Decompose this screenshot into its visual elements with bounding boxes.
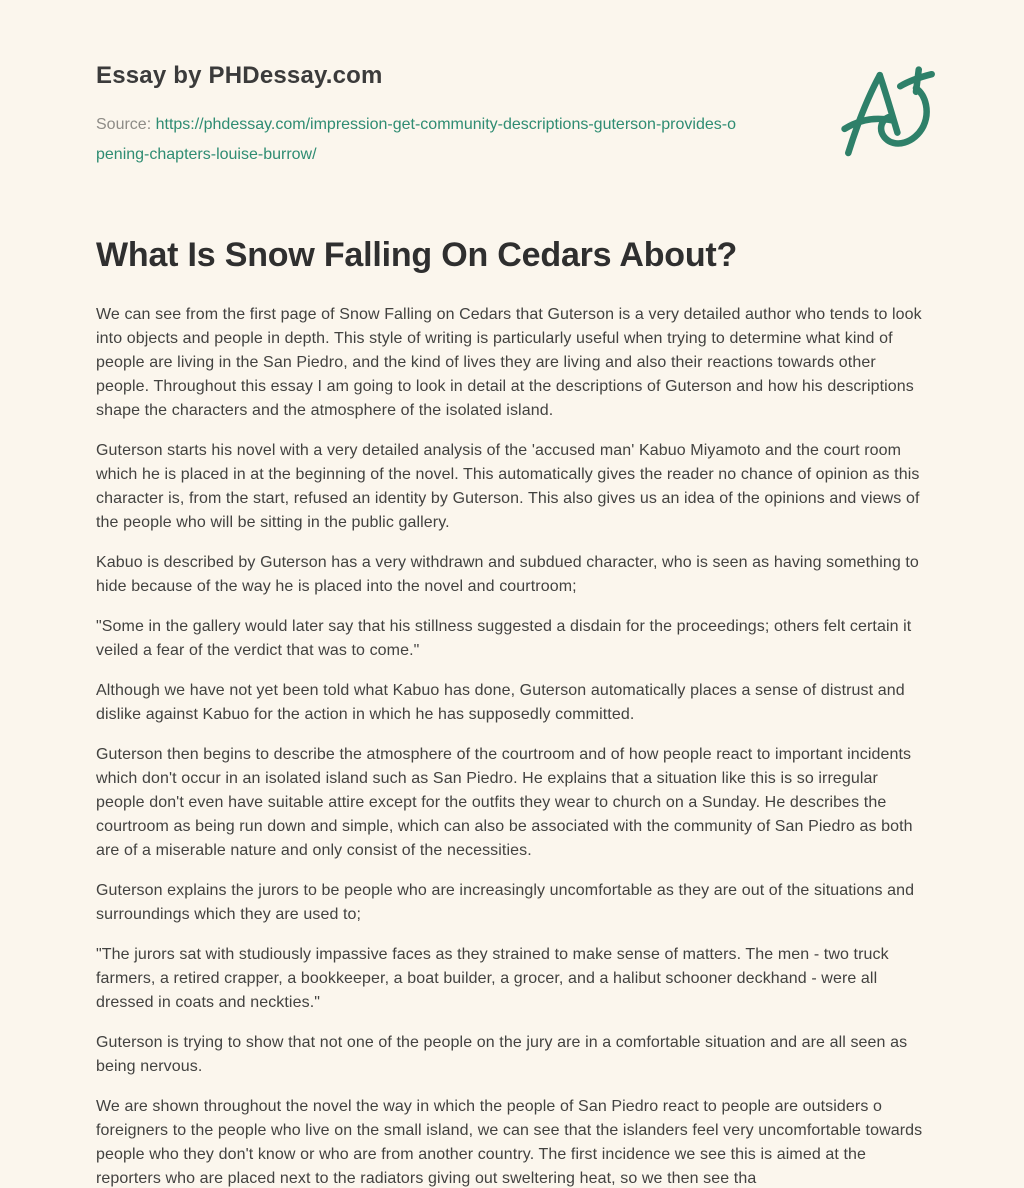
essay-paragraph: We can see from the first page of Snow Falling on Cedars that Guterson is a very detailed author who tends to look into objects and people in depth. This style of writing is particularly useful when trying to determine what kind of people are living in the San Piedro, and the kind of lives they are living and also their reactions towards other people. Throughout this essay I am going to look in detail at the descriptions of Guterson and how his descriptions shape the characters and the atmosphere of the isolated island. [96, 306, 922, 419]
essay-paragraph: Guterson then begins to describe the atmosphere of the courtroom and of how people react to important incidents which don't occur in an isolated island such as San Piedro. He explains that a situation like this is so irregular people don't even have suitable attire except for the outfits they wear to church on a Sunday. He describes the courtroom as being run down and simple, which can also be associated with the community of San Piedro as both are of a miserable nature and only consist of the necessities. [96, 746, 913, 859]
essay-paragraph: Although we have not yet been told what Kabuo has done, Guterson automatically places a sense of distrust and dislike against Kabuo for the action in which he has supposedly committed. [96, 682, 905, 723]
essay-paragraph: Guterson starts his novel with a very detailed analysis of the 'accused man' Kabuo Miyamoto and the court room which he is placed in at the beginning of the novel. This automatically gives the reader no chance of opinion as this character is, from the start, refused an identity by Guterson. This also gives us an idea of the opinions and views of the people who will be sitting in the public gallery. [96, 442, 920, 531]
essay-paragraph: We are shown throughout the novel the way in which the people of San Piedro react to people are outsiders o foreigners to the people who live on the small island, we can see that the islanders feel very uncomfortable towards people who they don't know or who are from another country. The first incidence we see this is aimed at the reporters who are placed next to the radiators giving out sweltering heat, so we then see tha [96, 1098, 923, 1187]
essay-paragraph: "Some in the gallery would later say that his stillness suggested a disdain for the proceedings; others felt certain it veiled a fear of the verdict that was to come." [96, 618, 912, 659]
essay-article [96, 236, 928, 1188]
essay-paragraph: Guterson is trying to show that not one of the people on the jury are in a comfortable situation and are all seen as being nervous. [96, 1034, 908, 1075]
site-title: Essay by PHDessay.com [96, 62, 383, 89]
logo-a-left-leg [848, 75, 880, 153]
essay-paragraph: Guterson explains the jurors to be people who are increasingly uncomfortable as they are out of the situations and surroundings which they are used to; [96, 882, 915, 923]
essay-paragraph: "The jurors sat with studiously impassive faces as they strained to make sense of matters. The men - two truck farmers, a retired crapper, a bookkeeper, a boat builder, a grocer, and a halibut schooner deckhand - were all dressed in coats and neckties." [96, 946, 889, 1011]
header-text-block [96, 62, 736, 170]
source-line [96, 110, 736, 170]
essay-body [96, 303, 928, 1188]
source-url-link[interactable]: https://phdessay.com/impression-get-community-descriptions-guterson-provides-opening-chapters-louise-burrow/ [96, 116, 736, 163]
source-label: Source: [96, 116, 152, 133]
essay-paragraph: Kabuo is described by Guterson has a very withdrawn and subdued character, who is seen as having something to hide because of the way he is placed into the novel and courtroom; [96, 554, 919, 595]
page-header [96, 62, 928, 170]
a-plus-logo-icon [838, 64, 942, 166]
essay-title: What Is Snow Falling On Cedars About? [96, 236, 738, 274]
